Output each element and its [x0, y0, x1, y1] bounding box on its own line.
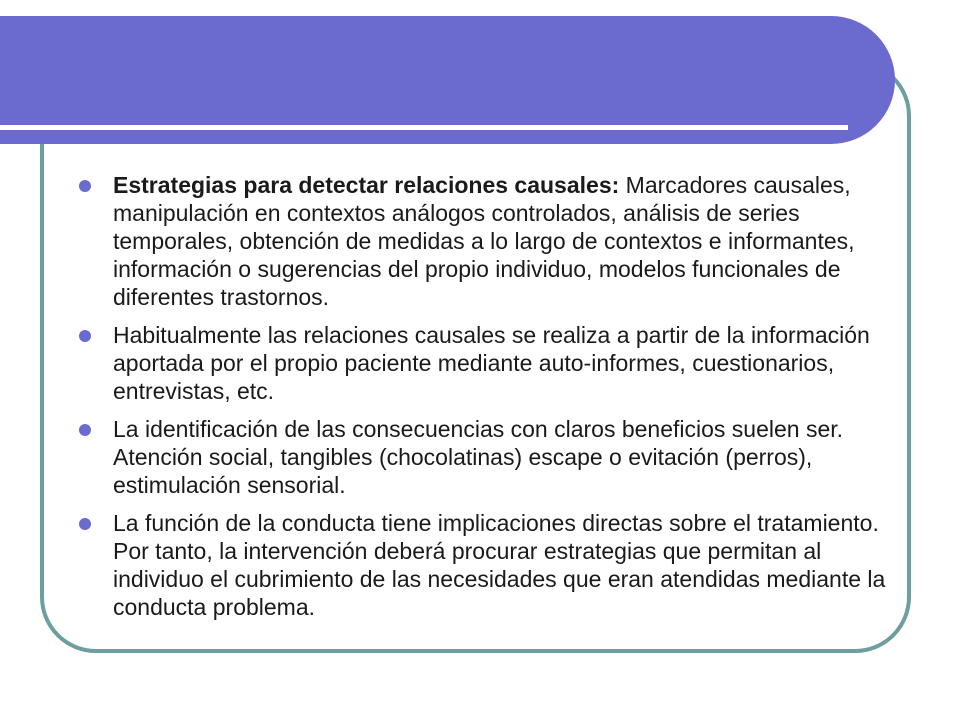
bullet-lead-text: Estrategias para detectar relaciones causales: [113, 172, 620, 198]
bullet-dot-icon [79, 180, 91, 192]
bullet-text: La identificación de las consecuencias con claros beneficios suelen ser. Atención social, tangibles (chocolatinas) escape o evitación (perros), estimulación sensorial. [113, 416, 844, 498]
bullet-list [76, 171, 896, 631]
bullet-dot-icon [79, 518, 91, 530]
bullet-item [76, 321, 896, 405]
bullet-item [76, 415, 896, 499]
header-divider-line [0, 125, 848, 130]
bullet-dot-icon [79, 424, 91, 436]
bullet-item [76, 171, 896, 311]
bullet-text: Marcadores causales, manipulación en contextos análogos controlados, análisis de series temporales, obtención de medidas a lo largo de contextos e informantes, información o sugerencias del propio individuo, modelos funcionales de diferentes trastornos. [113, 172, 855, 310]
bullet-item [76, 509, 896, 621]
bullet-text: La función de la conducta tiene implicaciones directas sobre el tratamiento. Por tanto, la intervención deberá procurar estrategias que permitan al individuo el cubrimiento de las necesidades que eran atendidas mediante la conducta problema. [113, 510, 886, 620]
bullet-dot-icon [79, 330, 91, 342]
bullet-text: Habitualmente las relaciones causales se realiza a partir de la información aportada por el propio paciente mediante auto-informes, cuestionarios, entrevistas, etc. [113, 322, 870, 404]
